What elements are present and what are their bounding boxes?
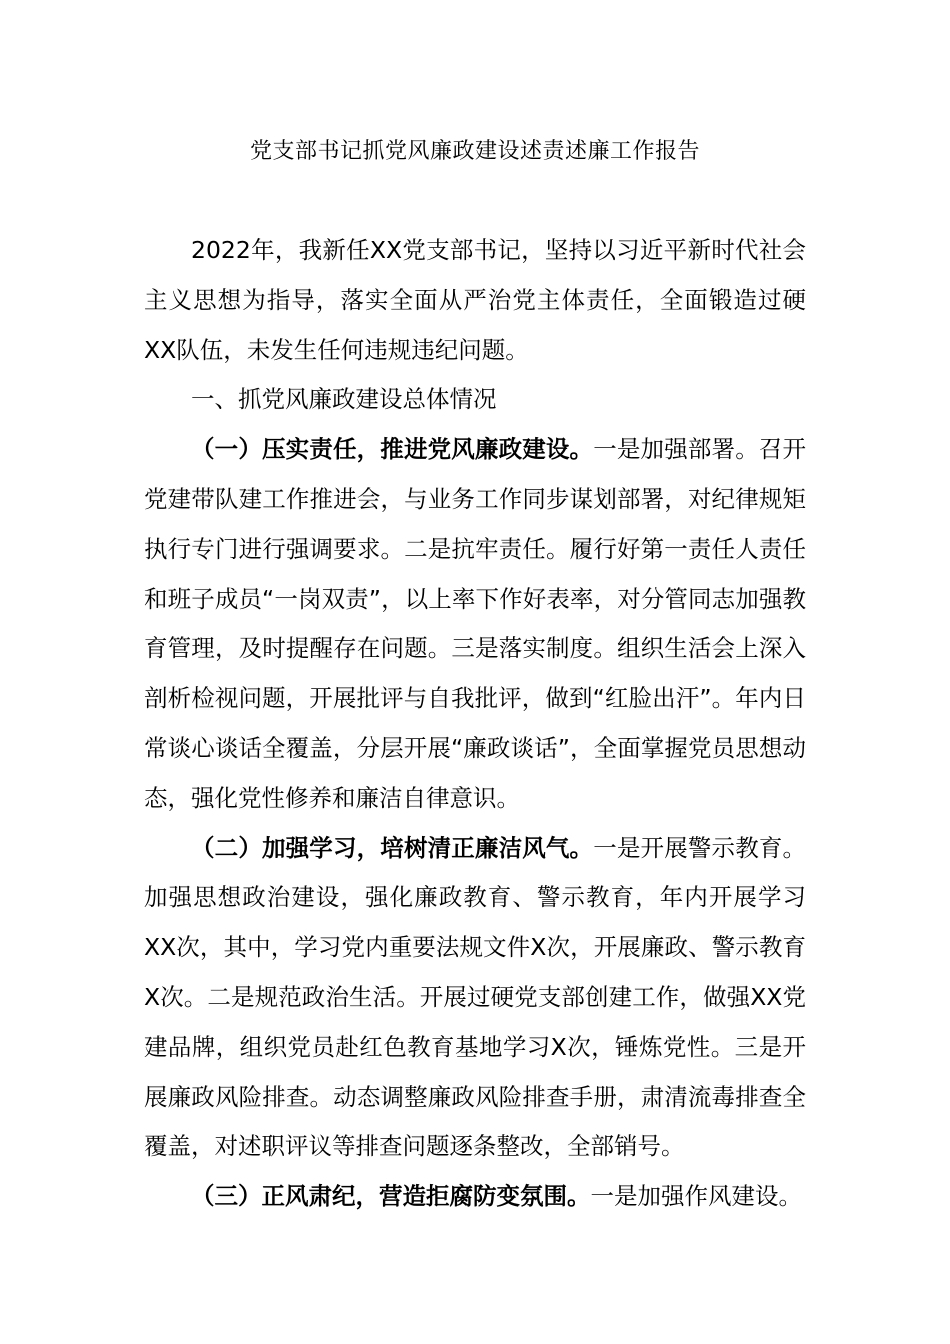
section-heading [144, 375, 806, 425]
paragraph-text: 一是开展警示教育。加强思想政治建设，强化廉政教育、警示教育，年内开展学习XX次，其中，学习党内重要法规文件X次，开展廉政、警示教育X次。二是规范政治生活。开展过硬党支部创建工作，做强XX党建品牌，组织党员赴红色教育基地学习X次，锤炼党性。三是开展廉政风险排查。动态调整廉政风险排查手册，肃清流毒排查全覆盖，对述职评议等排查问题逐条整改，全部销号。 [144, 833, 807, 1161]
document-body [144, 226, 806, 1222]
paragraph-text: 2022年，我新任XX党支部书记，坚持以习近平新时代社会主义思想为指导，落实全面从严治党主体责任，全面锻造过硬XX队伍，未发生任何违规违纪问题。 [144, 236, 806, 364]
paragraph-lead: （三）正风肃纪，营造拒腐防变氛围。 [191, 1182, 591, 1211]
paragraph-lead: （二）加强学习，培树清正廉洁风气。 [191, 833, 594, 862]
intro-paragraph [144, 226, 806, 375]
document-title: 党支部书记抓党风廉政建设述责述廉工作报告 [249, 139, 700, 164]
paragraph-text: 一、抓党风廉政建设总体情况 [191, 385, 497, 414]
paragraph-text: 一是加强作风建设。 [590, 1182, 802, 1211]
section-2-paragraph [144, 824, 806, 1173]
section-1-paragraph [144, 425, 806, 823]
paragraph-text: 一是加强部署。召开党建带队建工作推进会，与业务工作同步谋划部署，对纪律规矩执行专门进行强调要求。二是抗牢责任。履行好第一责任人责任和班子成员“一岗双责”，以上率下作好表率，对分管同志加强教育管理，及时提醒存在问题。三是落实制度。组织生活会上深入剖析检视问题，开展批评与自我批评，做到“红脸出汗”。年内日常谈心谈话全覆盖，分层开展“廉政谈话”，全面掌握党员思想动态，强化党性修养和廉洁自律意识。 [144, 435, 807, 812]
paragraph-lead: （一）压实责任，推进党风廉政建设。 [191, 435, 594, 464]
section-3-paragraph [144, 1172, 806, 1222]
